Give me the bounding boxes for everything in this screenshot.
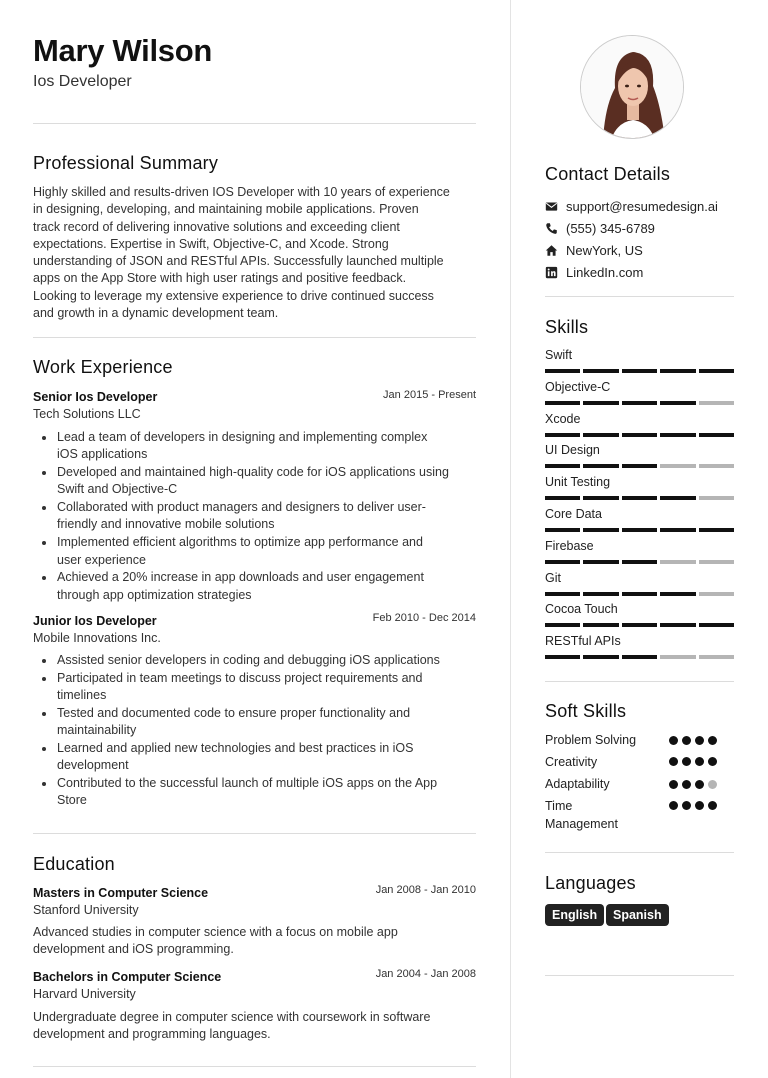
skill-level-segment bbox=[545, 592, 580, 596]
job-bullets bbox=[57, 429, 477, 604]
skill-level-segment bbox=[622, 433, 657, 437]
divider bbox=[33, 337, 476, 338]
divider bbox=[545, 296, 734, 297]
degree-date: Jan 2008 - Jan 2010 bbox=[375, 884, 476, 896]
rating-dot bbox=[669, 736, 678, 745]
degree-title: Masters in Computer Science bbox=[33, 886, 209, 900]
skill-level-segment bbox=[583, 592, 618, 596]
skill-level-segment bbox=[583, 496, 618, 500]
language-badge: Spanish bbox=[606, 904, 669, 926]
skill-level-segment bbox=[622, 369, 657, 373]
skill-level-segment bbox=[622, 592, 657, 596]
rating-dot bbox=[708, 736, 717, 745]
contact-email[interactable] bbox=[545, 199, 718, 214]
job-date: Feb 2010 - Dec 2014 bbox=[372, 612, 476, 624]
list-item: Tested and documented code to ensure proper functionality and maintainability bbox=[57, 705, 477, 740]
divider bbox=[545, 681, 734, 682]
soft-skill-label: Adaptability bbox=[545, 777, 610, 791]
rating-dot bbox=[695, 757, 704, 766]
skill-level-segment bbox=[583, 464, 618, 468]
language-badge: English bbox=[545, 904, 604, 926]
skill-level-bar bbox=[545, 560, 734, 564]
skill-label: Xcode bbox=[545, 411, 581, 426]
skills-heading: Skills bbox=[545, 317, 589, 337]
skill-level-segment bbox=[545, 401, 580, 405]
skill-level-segment bbox=[660, 655, 695, 659]
skill-level-segment bbox=[545, 433, 580, 437]
divider bbox=[545, 852, 734, 853]
rating-dot bbox=[682, 757, 691, 766]
contact-phone[interactable] bbox=[545, 221, 655, 236]
list-item: Lead a team of developers in designing and implementing complex iOS applications bbox=[57, 429, 477, 464]
work-heading: Work Experience bbox=[33, 357, 173, 377]
list-item: Developed and maintained high-quality code for iOS applications using Swift and Objective-C bbox=[57, 464, 477, 499]
list-item: Assisted senior developers in coding and debugging iOS applications bbox=[57, 652, 477, 669]
soft-skill-label: Problem Solving bbox=[545, 733, 637, 747]
job-company: Tech Solutions LLC bbox=[33, 407, 141, 421]
divider bbox=[33, 1066, 476, 1067]
skill-level-segment bbox=[583, 369, 618, 373]
contact-location bbox=[545, 243, 643, 258]
skill-level-segment bbox=[545, 528, 580, 532]
job-title: Senior Ios Developer bbox=[33, 390, 158, 404]
list-item: Learned and applied new technologies and best practices in iOS development bbox=[57, 740, 477, 775]
list-item: Collaborated with product managers and designers to deliver user- friendly and innovative mobile solutions bbox=[57, 499, 477, 534]
rating-dot bbox=[682, 736, 691, 745]
soft-skill-rating bbox=[669, 736, 717, 745]
skill-level-bar bbox=[545, 496, 734, 500]
education-heading: Education bbox=[33, 854, 115, 874]
skill-level-bar bbox=[545, 464, 734, 468]
candidate-name: Mary Wilson bbox=[33, 33, 213, 68]
skill-level-segment bbox=[660, 623, 695, 627]
list-item: Participated in team meetings to discuss project requirements and timelines bbox=[57, 670, 477, 705]
skill-level-segment bbox=[699, 464, 734, 468]
rating-dot bbox=[669, 801, 678, 810]
degree-date: Jan 2004 - Jan 2008 bbox=[375, 968, 476, 980]
job-company: Mobile Innovations Inc. bbox=[33, 631, 161, 645]
contact-phone-text: (555) 345-6789 bbox=[566, 221, 655, 236]
rating-dot bbox=[708, 780, 717, 789]
job-date: Jan 2015 - Present bbox=[383, 389, 476, 401]
soft-skill-rating bbox=[669, 757, 717, 766]
skill-level-segment bbox=[545, 623, 580, 627]
summary-line: understanding of JSON and RESTful APIs. Successfully launched multiple bbox=[33, 254, 444, 269]
skill-level-segment bbox=[583, 655, 618, 659]
languages-heading: Languages bbox=[545, 873, 636, 893]
skill-level-bar bbox=[545, 528, 734, 532]
degree-description: Undergraduate degree in computer science with coursework in software development and programming languages. bbox=[33, 1010, 431, 1042]
skill-level-segment bbox=[699, 528, 734, 532]
degree-title: Bachelors in Computer Science bbox=[33, 970, 222, 984]
contact-linkedin-text: LinkedIn.com bbox=[566, 265, 644, 280]
summary-line: in designing, developing, and maintaining mobile applications. Proven bbox=[33, 202, 419, 217]
skill-level-segment bbox=[660, 401, 695, 405]
skill-label: Swift bbox=[545, 348, 573, 362]
skill-level-segment bbox=[622, 401, 657, 405]
candidate-title: Ios Developer bbox=[33, 73, 132, 90]
skill-level-segment bbox=[660, 369, 695, 373]
skill-label: UI Design bbox=[545, 443, 600, 458]
soft-skill-rating bbox=[669, 780, 717, 789]
skill-label: Core Data bbox=[545, 507, 602, 521]
skill-level-segment bbox=[622, 560, 657, 564]
rating-dot bbox=[708, 801, 717, 810]
rating-dot bbox=[695, 801, 704, 810]
skill-level-segment bbox=[583, 560, 618, 564]
skill-level-segment bbox=[622, 528, 657, 532]
skill-level-segment bbox=[545, 560, 580, 564]
home-icon bbox=[545, 244, 558, 257]
skill-level-segment bbox=[699, 623, 734, 627]
phone-icon bbox=[545, 222, 558, 235]
divider bbox=[33, 833, 476, 834]
skill-level-bar bbox=[545, 592, 734, 596]
skill-level-segment bbox=[545, 369, 580, 373]
linkedin-icon bbox=[545, 266, 558, 279]
summary-heading: Professional Summary bbox=[33, 153, 219, 173]
skill-level-segment bbox=[699, 433, 734, 437]
skill-label: Git bbox=[545, 570, 561, 585]
contact-email-text: support@resumedesign.ai bbox=[566, 199, 718, 214]
skill-level-segment bbox=[545, 496, 580, 500]
rating-dot bbox=[669, 757, 678, 766]
profile-photo bbox=[581, 36, 684, 139]
skill-level-segment bbox=[699, 401, 734, 405]
skill-label: RESTful APIs bbox=[545, 634, 621, 649]
skill-level-segment bbox=[660, 560, 695, 564]
soft-skill-label: Creativity bbox=[545, 755, 598, 769]
soft-skill-rating bbox=[669, 801, 717, 810]
degree-description: Advanced studies in computer science with a focus on mobile app development and iOS programming. bbox=[33, 925, 398, 957]
contact-location-text: NewYork, US bbox=[566, 243, 643, 258]
skill-level-segment bbox=[660, 464, 695, 468]
contact-linkedin[interactable] bbox=[545, 265, 643, 280]
summary-line: track record of delivering innovative solutions and exceeding client bbox=[33, 219, 400, 234]
summary-line: apps on the App Store with high user ratings and positive feedback. bbox=[33, 271, 407, 286]
skill-label: Firebase bbox=[545, 538, 594, 553]
skill-level-segment bbox=[545, 464, 580, 468]
skill-level-bar bbox=[545, 655, 734, 659]
skill-level-segment bbox=[545, 655, 580, 659]
skill-level-segment bbox=[699, 369, 734, 373]
skill-level-segment bbox=[699, 560, 734, 564]
envelope-icon bbox=[545, 200, 558, 213]
divider bbox=[33, 123, 476, 124]
rating-dot bbox=[669, 780, 678, 789]
soft-skills-heading: Soft Skills bbox=[545, 701, 627, 721]
skill-level-bar bbox=[545, 623, 734, 627]
contact-heading: Contact Details bbox=[545, 164, 671, 184]
summary-line: Looking to leverage my extensive experience to drive continued success bbox=[33, 288, 434, 303]
skill-level-segment bbox=[622, 623, 657, 627]
skill-level-bar bbox=[545, 433, 734, 437]
list-item: Contributed to the successful launch of multiple iOS apps on the App Store bbox=[57, 775, 477, 810]
list-item: Achieved a 20% increase in app downloads and user engagement through app optimization strategies bbox=[57, 569, 477, 604]
skill-level-segment bbox=[699, 496, 734, 500]
skill-level-segment bbox=[622, 496, 657, 500]
job-bullets bbox=[57, 652, 477, 810]
skill-level-segment bbox=[583, 623, 618, 627]
rating-dot bbox=[682, 780, 691, 789]
rating-dot bbox=[695, 780, 704, 789]
skill-label: Cocoa Touch bbox=[545, 602, 618, 617]
school-name: Stanford University bbox=[33, 903, 139, 917]
skill-level-segment bbox=[622, 464, 657, 468]
skill-level-segment bbox=[583, 528, 618, 532]
column-divider bbox=[510, 0, 511, 1078]
skill-level-segment bbox=[660, 433, 695, 437]
list-item: Implemented efficient algorithms to optimize app performance and user experience bbox=[57, 534, 477, 569]
skill-level-bar bbox=[545, 369, 734, 373]
skill-level-segment bbox=[583, 401, 618, 405]
school-name: Harvard University bbox=[33, 987, 136, 1001]
skill-level-segment bbox=[660, 528, 695, 532]
skill-level-segment bbox=[660, 592, 695, 596]
skill-level-segment bbox=[660, 496, 695, 500]
skill-label: Unit Testing bbox=[545, 475, 611, 490]
skill-label: Objective-C bbox=[545, 379, 611, 394]
skill-level-segment bbox=[699, 592, 734, 596]
summary-line: and growth in a dynamic development team. bbox=[33, 306, 279, 321]
skill-level-segment bbox=[622, 655, 657, 659]
rating-dot bbox=[708, 757, 717, 766]
skill-level-segment bbox=[583, 433, 618, 437]
skill-level-bar bbox=[545, 401, 734, 405]
skill-level-segment bbox=[699, 655, 734, 659]
summary-line: expectations. Expertise in Swift, Objective-C, and Xcode. Strong bbox=[33, 236, 389, 251]
avatar bbox=[580, 35, 684, 139]
summary-text bbox=[33, 184, 450, 322]
job-title: Junior Ios Developer bbox=[33, 614, 157, 628]
rating-dot bbox=[695, 736, 704, 745]
rating-dot bbox=[682, 801, 691, 810]
divider bbox=[545, 975, 734, 976]
summary-line: Highly skilled and results-driven IOS Developer with 10 years of experience bbox=[33, 185, 450, 199]
soft-skill-label: Time Management bbox=[545, 799, 618, 831]
